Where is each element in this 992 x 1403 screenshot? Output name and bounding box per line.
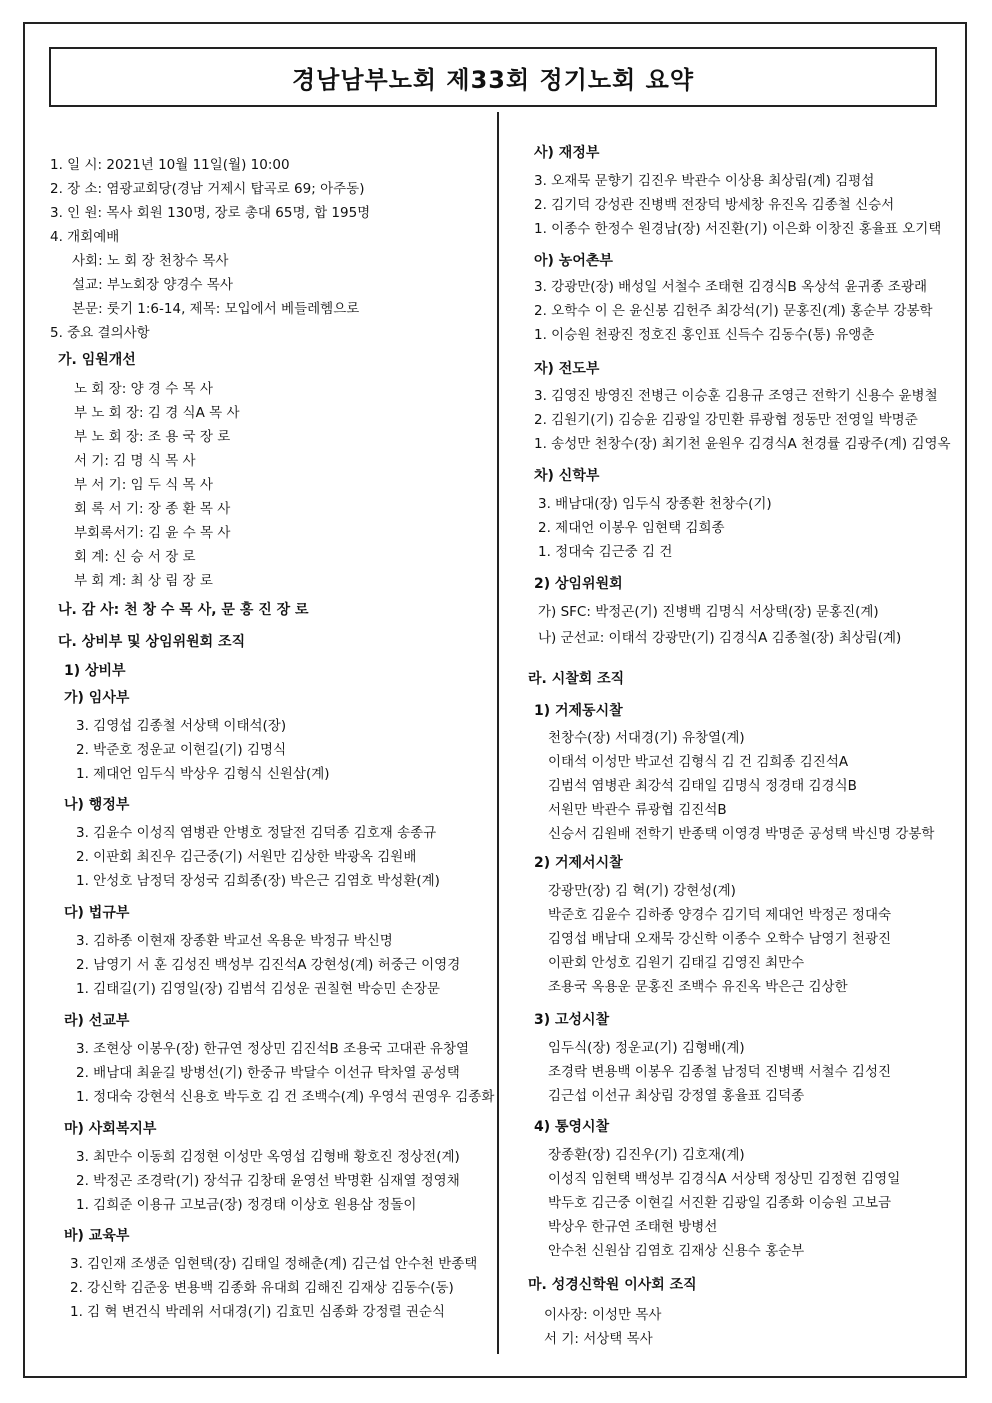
- dept-heading: 사) 재정부: [534, 145, 600, 161]
- board-heading: 마. 성경신학원 이사회 조직: [528, 1277, 697, 1293]
- dept-members: 3. 조현상 이봉우(장) 한규연 정상민 김진석B 조용국 고대관 유창열: [76, 1041, 470, 1057]
- committee-sfc: 가) SFC: 박정곤(기) 진병백 김명식 서상택(장) 문홍진(계): [538, 604, 879, 620]
- dept-members: 2. 남영기 서 훈 김성진 백성부 김진석A 강현성(계) 허중근 이영경: [76, 957, 461, 973]
- officer-row: [74, 381, 213, 397]
- sichal-members: 임두식(장) 정운교(기) 김형배(계): [548, 1040, 745, 1056]
- sichal-members: 박상우 한규연 조태현 방병선: [548, 1219, 718, 1235]
- dept-members: 1. 정대숙 김근중 김 건: [538, 544, 673, 560]
- sichal-members: 이태석 이성만 박교선 김형식 김 건 김희종 김진석A: [548, 754, 849, 770]
- officer-name: 양 경 수 목 사: [130, 381, 213, 397]
- dept-members: 1. 제대언 임두식 박상우 김형식 신원삼(계): [76, 766, 330, 782]
- officer-row: [74, 525, 230, 541]
- meeting-place: 2. 장 소: 염광교회당(경남 거제시 탑곡로 69; 아주동): [50, 181, 365, 197]
- dept-members: 1. 이승원 천광진 정호진 홍인표 신득수 김동수(통) 유앵춘: [534, 327, 875, 343]
- dept-members: 2. 박준호 정운교 이현길(기) 김명식: [76, 742, 287, 758]
- dept-heading: 다) 법규부: [64, 905, 130, 921]
- officer-role: 서 기:: [74, 453, 109, 469]
- board-chair: 이사장: 이성만 목사: [544, 1307, 662, 1323]
- board-secretary: 서 기: 서상택 목사: [544, 1331, 653, 1347]
- dept-members: 1. 이종수 한정수 원경남(장) 서진환(기) 이은화 이창진 홍율표 오기택: [534, 221, 942, 237]
- officer-name: 최 상 림 장 로: [130, 573, 213, 589]
- officer-role: 부회록서기:: [74, 525, 144, 541]
- officer-row: [74, 501, 230, 517]
- attendance: 3. 인 원: 목사 회원 130명, 장로 총대 65명, 합 195명: [50, 205, 371, 221]
- dept-members: 1. 정대숙 강현석 신용호 박두호 김 건 조백수(계) 우영석 권영우 김종화: [76, 1089, 495, 1105]
- officer-row: [74, 549, 196, 565]
- sichal-members: 신승서 김원배 전학기 반종택 이영경 박명준 공성택 박신명 강봉학: [548, 826, 935, 842]
- officer-row: [74, 429, 230, 445]
- officer-role: 부 노 회 장:: [74, 405, 144, 421]
- sichal-members: 박준호 김윤수 김하종 양경수 김기덕 제대언 박정곤 정대숙: [548, 907, 892, 923]
- officer-name: 김 윤 수 목 사: [148, 525, 231, 541]
- dept-members: 3. 최만수 이동희 김정현 이성만 옥영섭 김형배 황호진 정상전(계): [76, 1149, 460, 1165]
- dept-members: 1. 김태길(기) 김영일(장) 김범석 김성운 권칠현 박승민 손장문: [76, 981, 440, 997]
- dept-members: 3. 김윤수 이성직 염병관 안병호 정달전 김덕종 김호재 송종규: [76, 825, 437, 841]
- officer-role: 부 노 회 장:: [74, 429, 144, 445]
- dept-heading: 자) 전도부: [534, 361, 600, 377]
- dept-heading: 가) 임사부: [64, 690, 130, 706]
- dept-members: 1. 김 혁 변건식 박레위 서대경(기) 김효민 심종화 강정렬 권순식: [70, 1304, 446, 1320]
- officer-role: 회 계:: [74, 549, 109, 565]
- dept-members: 3. 김영진 방영진 전병근 이승훈 김용규 조영근 전학기 신용수 윤병철: [534, 388, 938, 404]
- officer-role: 부 서 기:: [74, 477, 127, 493]
- worship-heading: 4. 개회예배: [50, 229, 120, 245]
- worship-host: 사회: 노 회 장 천창수 목사: [72, 253, 229, 269]
- dept-members: 3. 김인재 조생준 임현택(장) 김태일 정해춘(계) 김근섭 안수천 반종택: [70, 1256, 478, 1272]
- dept-members: 1. 김희준 이용규 고보금(장) 정경태 이상호 원용삼 정돌이: [76, 1197, 417, 1213]
- officers-heading: 가. 임원개선: [58, 352, 136, 368]
- sichal-members: 장종환(장) 김진우(기) 김호재(계): [548, 1147, 745, 1163]
- sichal-members: 강광만(장) 김 혁(기) 강현성(계): [548, 883, 736, 899]
- title-box: [49, 47, 937, 107]
- sichal-members: 김범석 염병관 최강석 김태일 김명식 정경태 김경식B: [548, 778, 857, 794]
- column-divider: [497, 112, 499, 1354]
- officer-row: [74, 453, 196, 469]
- committee-military: 나) 군선교: 이태석 강광만(기) 김경식A 김종철(장) 최상림(계): [538, 630, 902, 646]
- dept-members: 2. 김원기(기) 김승윤 김광일 강민환 류광협 정동만 전영일 박명준: [534, 412, 918, 428]
- sichal-name: 1) 거제동시찰: [534, 703, 623, 719]
- auditor-line: 나. 감 사: 천 창 수 목 사, 문 홍 진 장 로: [58, 602, 309, 618]
- officer-name: 김 명 식 목 사: [113, 453, 196, 469]
- sichal-name: 2) 거제서시찰: [534, 855, 623, 871]
- officer-row: [74, 405, 240, 421]
- dept-members: 2. 강신학 김준웅 변용백 김종화 유대희 김해진 김재상 김동수(동): [70, 1280, 454, 1296]
- dept-members: 3. 오재묵 문향기 김진우 박관수 이상용 최상림(계) 김평섭: [534, 173, 875, 189]
- dept-members: 3. 강광만(장) 배성일 서철수 조태현 김경식B 옥상석 윤귀종 조광래: [534, 279, 928, 295]
- dept-heading: 차) 신학부: [534, 468, 600, 484]
- officer-name: 김 경 식A 목 사: [147, 405, 240, 421]
- officer-name: 신 승 서 장 로: [113, 549, 196, 565]
- sichal-members: 박두호 김근중 이현길 서진환 김광일 김종화 이승원 고보금: [548, 1195, 892, 1211]
- dept-members: 2. 박정곤 조경락(기) 장석규 김창태 윤영선 박명환 심재열 정영채: [76, 1173, 460, 1189]
- sichal-members: 김근섭 이선규 최상림 강정열 홍율표 김덕종: [548, 1088, 805, 1104]
- officer-name: 임 두 식 목 사: [130, 477, 213, 493]
- worship-text: 본문: 룻기 1:6-14, 제목: 모입에서 베들레헴으로: [72, 301, 360, 317]
- officer-name: 장 종 환 목 사: [147, 501, 231, 517]
- page-title: 경남남부노회 제33회 정기노회 요약: [291, 65, 695, 94]
- officer-role: 노 회 장:: [74, 381, 127, 397]
- standing-heading: 1) 상비부: [64, 663, 126, 679]
- dept-members: 1. 송성만 천창수(장) 최기천 윤원우 김경식A 천경률 김광주(계) 김영옥: [534, 436, 951, 452]
- officer-row: [74, 477, 213, 493]
- worship-preacher: 설교: 부노회장 양경수 목사: [72, 277, 233, 293]
- dept-heading: 라) 선교부: [64, 1013, 130, 1029]
- officer-role: 부 회 계:: [74, 573, 127, 589]
- dept-members: 2. 이판회 최진우 김근중(기) 서원만 김상한 박광옥 김원배: [76, 849, 417, 865]
- sichal-members: 안수천 신원삼 김염호 김재상 신용수 홍순부: [548, 1243, 805, 1259]
- meeting-date: 1. 일 시: 2021년 10월 11일(월) 10:00: [50, 157, 290, 173]
- sichal-name: 4) 통영시찰: [534, 1119, 610, 1135]
- dept-heading: 나) 행정부: [64, 797, 130, 813]
- sichal-heading: 라. 시찰회 조직: [528, 671, 625, 687]
- sichal-members: 서원만 박관수 류광협 김진석B: [548, 802, 727, 818]
- dept-members: 2. 오학수 이 은 윤신봉 김헌주 최강석(기) 문홍진(계) 홍순부 강봉학: [534, 303, 933, 319]
- sichal-members: 이성직 임현택 백성부 김경식A 서상택 정상민 김정현 김영일: [548, 1171, 901, 1187]
- dept-heading: 아) 농어촌부: [534, 253, 613, 269]
- dept-members: 3. 김영섭 김종철 서상택 이태석(장): [76, 718, 287, 734]
- officer-row: [74, 573, 213, 589]
- dept-heading: 바) 교육부: [64, 1228, 130, 1244]
- dept-members: 2. 김기덕 강성관 진병백 전장덕 방세창 유진옥 김종철 신승서: [534, 197, 895, 213]
- decisions-heading: 5. 중요 결의사항: [50, 325, 150, 341]
- sichal-name: 3) 고성시찰: [534, 1012, 610, 1028]
- dept-members: 3. 배남대(장) 임두식 장종환 천창수(기): [538, 496, 772, 512]
- sichal-members: 김영섭 배남대 오재묵 강신학 이종수 오학수 남영기 천광진: [548, 931, 892, 947]
- dept-heading: 마) 사회복지부: [64, 1121, 157, 1137]
- committee-heading: 2) 상임위원회: [534, 576, 623, 592]
- sichal-members: 조용국 옥용운 문홍진 조백수 유진옥 박은근 김상한: [548, 979, 848, 995]
- dept-members: 2. 배남대 최윤길 방병선(기) 한중규 박달수 이선규 탁차열 공성택: [76, 1065, 460, 1081]
- dept-members: 3. 김하종 이현재 장종환 박교선 옥용운 박정규 박신명: [76, 933, 393, 949]
- officer-role: 회 록 서 기:: [74, 501, 144, 517]
- dept-members: 2. 제대언 이봉우 임현택 김희종: [538, 520, 725, 536]
- org-heading: 다. 상비부 및 상임위원회 조직: [58, 634, 246, 650]
- dept-members: 1. 안성호 남정덕 장성국 김희종(장) 박은근 김염호 박성환(계): [76, 873, 440, 889]
- officer-name: 조 용 국 장 로: [147, 429, 231, 445]
- sichal-members: 이판회 안성호 김원기 김태길 김영진 최만수: [548, 955, 805, 971]
- sichal-members: 천창수(장) 서대경(기) 유창열(계): [548, 730, 745, 746]
- sichal-members: 조경락 변용백 이봉우 김종철 남정덕 진병백 서철수 김성진: [548, 1064, 892, 1080]
